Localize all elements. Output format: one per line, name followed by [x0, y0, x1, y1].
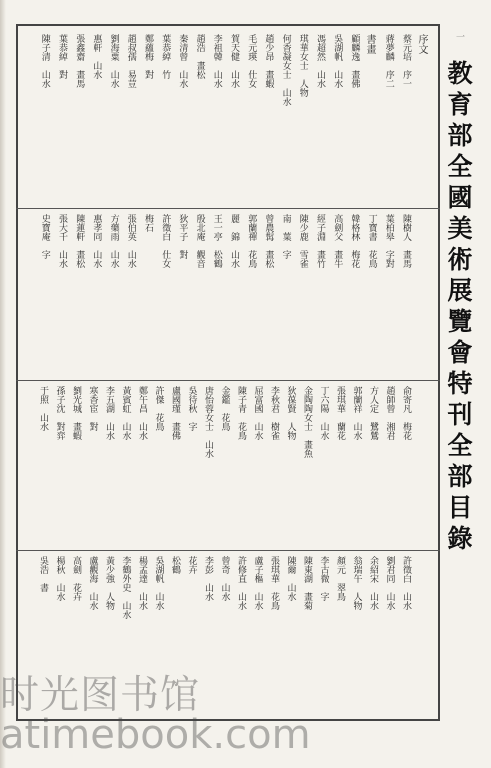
table-frame: [16, 24, 440, 721]
catalog-entry: 吳浩 書: [38, 556, 48, 592]
section-painting: 書畫: [364, 34, 375, 54]
catalog-entry: 曾奇 山水: [219, 556, 230, 601]
catalog-entry: 李五湖 山水: [104, 386, 114, 440]
catalog-entry: 惠孝同 山水: [91, 214, 102, 268]
catalog-entry: 李祖韓 山水: [211, 34, 222, 88]
catalog-entry: 黃賓虹 山水: [120, 386, 131, 440]
catalog-entry: 何香凝女士 山水: [280, 34, 291, 106]
scan-edge-shadow: [0, 0, 6, 768]
catalog-entry: 趙師曾 湘君: [384, 386, 395, 440]
catalog-entry: 張鑫齋 畫馬: [74, 34, 85, 88]
catalog-entry: 翁瑞午 人物: [351, 556, 362, 610]
catalog-entry: 高劍 花卉: [71, 556, 81, 601]
catalog-entry: 俞寄凡 梅花: [401, 386, 411, 440]
catalog-entry: 惠軒 山水: [91, 34, 102, 79]
catalog-entry: 吳湖帆 山水: [332, 34, 343, 88]
catalog-entry: 趙浩 畫松: [194, 34, 205, 79]
catalog-entry: 唐怡蓉女士 山水: [203, 386, 213, 458]
catalog-entry: 屈富國 山水: [252, 386, 263, 440]
catalog-entry: 黃少強 人物: [104, 556, 114, 610]
catalog-entry: 殷北庵 觀音: [194, 214, 205, 268]
catalog-entry: 陳蓮軒 畫松: [74, 214, 85, 268]
catalog-entry: 許徵白 仕女: [160, 214, 171, 268]
catalog-entry: 花卉: [186, 556, 197, 574]
catalog-entry: 余紹宋 山水: [368, 556, 378, 610]
catalog-entry: 吳待秋 字: [186, 386, 197, 431]
catalog-entry: 南 葉 字: [280, 214, 291, 259]
catalog-entry: 張琪華 花鳥: [269, 556, 279, 610]
catalog-entry: 金陶陶女士 畫魚: [302, 386, 312, 458]
section-preface: 序文: [416, 34, 427, 54]
document-title: 教育部全國美術展覽會特刊全部目錄: [444, 60, 473, 556]
catalog-entry: 盧國瑾 畫佛: [170, 386, 180, 440]
catalog-entry: 鄭午昌 山水: [137, 386, 147, 440]
catalog-entry: 劉海粟 山水: [108, 34, 119, 88]
catalog-entry: 陳子清 山水: [39, 34, 50, 88]
catalog-entry: 方人定 鷺鷥: [368, 386, 378, 440]
catalog-entry: 郭蘭禪 花鳥: [246, 214, 257, 268]
catalog-entry: 趙少昂 畫蝦: [263, 34, 274, 88]
watermark-url: atimebook.com: [0, 712, 311, 758]
catalog-entry: 李古微 字: [318, 556, 329, 601]
catalog-entry: 蔣夢麟 序二: [383, 34, 394, 88]
catalog-entry: 張伯英 山水: [125, 214, 136, 268]
catalog-entry: 于照 山水: [38, 386, 48, 431]
catalog-entry: 張大千 山水: [57, 214, 67, 268]
catalog-entry: 劉光城 畫蝦: [71, 386, 81, 440]
catalog-entry: 葉柏皋 字對: [383, 214, 394, 268]
catalog-entry: 葉恭綽 對: [57, 34, 67, 79]
catalog-entry: 顏元 翠鳥: [335, 556, 345, 601]
catalog-entry: 楊孟達 山水: [137, 556, 147, 610]
catalog-entry: 馮超然 山水: [315, 34, 325, 88]
catalog-entry: 張琪華 蘭花: [335, 386, 345, 440]
catalog-entry: 吳湖帆 山水: [153, 556, 164, 610]
watermark-chinese: 时光图书馆: [0, 673, 201, 718]
catalog-entry: 高劍父 畫牛: [332, 214, 343, 268]
catalog-entry: 郭蘭祥 山水: [351, 386, 362, 440]
catalog-entry: 王一亭 松鶴: [211, 214, 222, 268]
catalog-entry: 毛元瑛 仕女: [246, 34, 257, 88]
catalog-entry: 經子淵 畫竹: [315, 214, 325, 268]
catalog-entry: 麗 錦 山水: [229, 214, 239, 268]
catalog-entry: 琪華女士 人物: [297, 34, 308, 97]
catalog-entry: 曾農髯 畫松: [263, 214, 274, 268]
catalog-entry: 許傑 花鳥: [153, 386, 164, 431]
catalog-entry: 秦清曾 山水: [177, 34, 188, 88]
catalog-entry: 劉君同 山水: [384, 556, 395, 610]
catalog-entry: 賀天健 山水: [229, 34, 239, 88]
catalog-entry: 蔡元培 序一: [401, 34, 411, 88]
catalog-entry: 韓格林 梅花: [349, 214, 360, 268]
catalog-entry: 顧麟逸 畫佛: [349, 34, 360, 88]
catalog-entry: 丁六陽 山水: [318, 386, 329, 440]
catalog-entry: 丁寶書 花鳥: [366, 214, 377, 268]
catalog-entry: 葉恭綽 竹: [160, 34, 171, 79]
row-divider: [16, 380, 440, 381]
catalog-entry: 金鑑 花鳥: [219, 386, 230, 431]
catalog-entry: 陳子青 花鳥: [236, 386, 246, 440]
catalog-entry: 方藥雨 山水: [108, 214, 119, 268]
catalog-entry: 李秋君 樹雀: [269, 386, 279, 440]
catalog-entry: 陳爾 山水: [285, 556, 296, 601]
catalog-entry: 孫子沈 對弈: [54, 386, 65, 440]
catalog-entry: 松鶴: [170, 556, 180, 574]
catalog-entry: 陳樹人 畫馬: [401, 214, 411, 268]
catalog-entry: 許修直 山水: [236, 556, 246, 610]
row-divider: [16, 550, 440, 551]
catalog-entry: 李鶴外史 山水: [120, 556, 131, 619]
catalog-entry: 鄭蘊梅 對: [143, 34, 153, 79]
row-divider: [16, 208, 440, 209]
catalog-entry: 陳少鹿 雪雀: [297, 214, 308, 268]
catalog-entry: 楊秋 山水: [54, 556, 65, 601]
catalog-entry: 史寶庵 字: [39, 214, 50, 259]
catalog-entry: 陳東湖 畫菊: [302, 556, 312, 610]
catalog-entry: 梅石: [143, 214, 153, 232]
catalog-entry: 趙叔孺 易荳: [125, 34, 136, 88]
catalog-entry: 狄葆賢 人物: [285, 386, 296, 440]
catalog-entry: 李彭 山水: [203, 556, 213, 601]
catalog-entry: 狄平子 對: [177, 214, 188, 259]
page-number: 一: [456, 33, 466, 43]
catalog-entry: 盧觀海 山水: [87, 556, 98, 610]
catalog-entry: 盧子樞 山水: [252, 556, 263, 610]
catalog-entry: 許徵白 山水: [401, 556, 411, 610]
catalog-entry: 寒香宦 對: [87, 386, 98, 431]
